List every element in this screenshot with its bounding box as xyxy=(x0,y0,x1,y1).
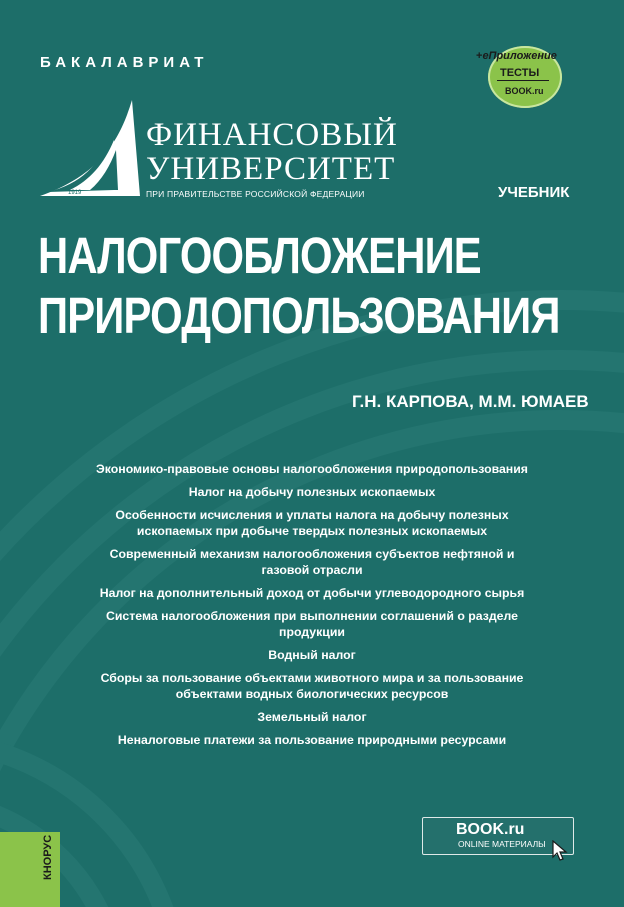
book-title xyxy=(38,226,560,346)
online-materials-title: BOOK.ru xyxy=(456,821,525,838)
authors: Г.Н. КАРПОВА, М.М. ЮМАЕВ xyxy=(352,392,589,411)
badge-top-label xyxy=(476,50,557,62)
badge-app-label: eПриложение xyxy=(482,50,557,62)
book-title-line1: НАЛОГООБЛОЖЕНИЕ xyxy=(38,227,481,284)
publisher-name: КНОРУС xyxy=(42,834,54,880)
university-logo-icon xyxy=(40,100,140,200)
topic-item: Водный налог xyxy=(268,648,356,662)
topic-item: Особенности исчисления и уплаты налога на добычу полезных ископаемых при добыче твердых полезных ископаемых xyxy=(115,508,509,538)
topic-item: Неналоговые платежи за пользование природными ресурсами xyxy=(117,733,507,747)
series-label: БАКАЛАВРИАТ xyxy=(40,54,209,71)
topic-item: Система налогообложения при выполнении соглашений о разделе продукции xyxy=(105,609,519,639)
university-name-line2: УНИВЕРСИТЕТ xyxy=(146,151,396,187)
logo-year: 1919 xyxy=(68,190,82,196)
topic-item: Налог на добычу полезных ископаемых xyxy=(188,485,436,499)
topic-item: Сборы за пользование объектами животного мира и за пользование объектами водных биологических ресурсов xyxy=(100,671,524,701)
topic-item: Налог на дополнительный доход от добычи углеводородного сырья xyxy=(99,586,525,600)
publication-type: УЧЕБНИК xyxy=(498,184,570,201)
badge-tests-label: ТЕСТЫ xyxy=(500,67,540,79)
online-materials-subtitle: ONLINE МАТЕРИАЛЫ xyxy=(458,839,546,849)
topics-list xyxy=(90,461,534,755)
university-name-line1: ФИНАНСОВЫЙ xyxy=(146,117,398,153)
badge-plus: + xyxy=(476,50,483,62)
badge-book-label: BOOK.ru xyxy=(505,86,544,96)
cursor-icon xyxy=(552,840,568,862)
badge-divider xyxy=(497,80,549,81)
book-title-line2: ПРИРОДОПОЛЬЗОВАНИЯ xyxy=(38,287,560,344)
topic-item: Земельный налог xyxy=(257,710,367,724)
topic-item: Экономико-правовые основы налогообложения природопользования xyxy=(96,462,528,476)
topic-item: Современный механизм налогообложения субъектов нефтяной и газовой отрасли xyxy=(109,547,515,577)
university-subtitle: ПРИ ПРАВИТЕЛЬСТВЕ РОССИЙСКОЙ ФЕДЕРАЦИИ xyxy=(146,189,365,199)
